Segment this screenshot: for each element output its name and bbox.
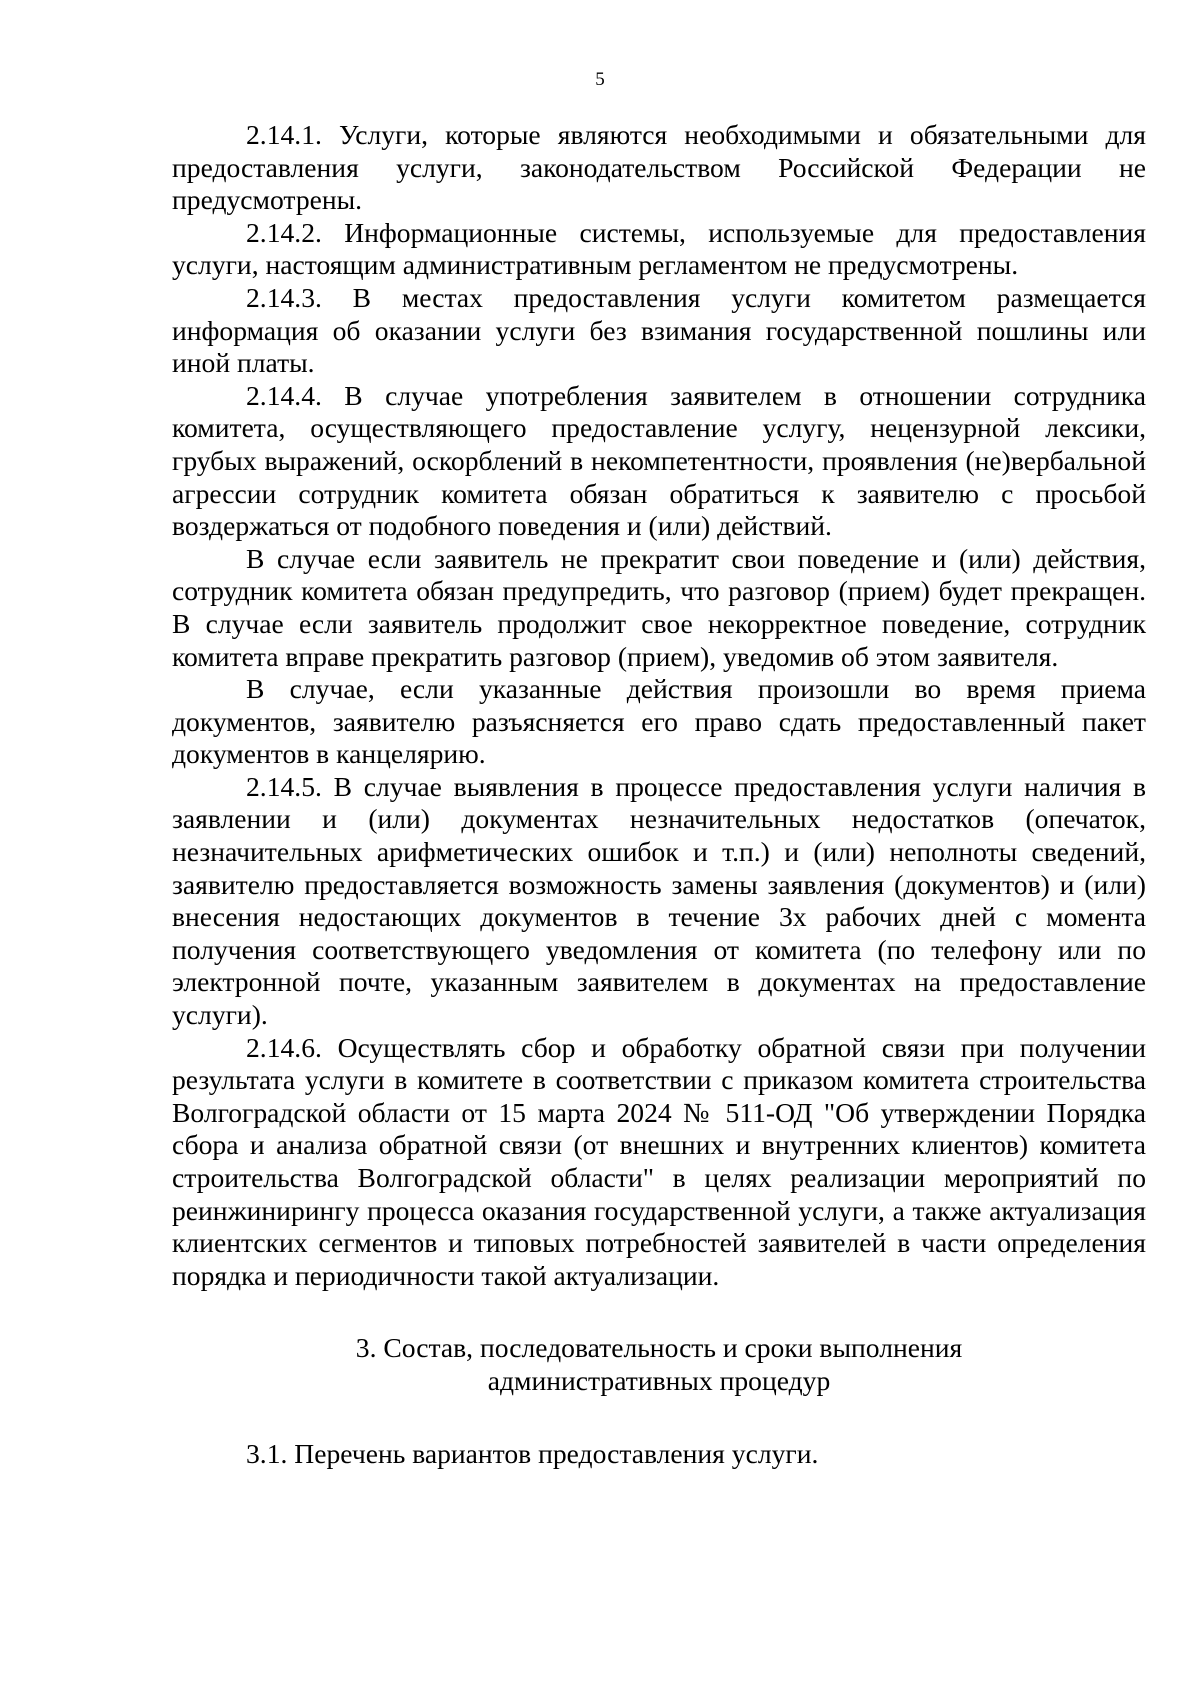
paragraph-2-14-2: 2.14.2. Информационные системы, используемые для предоставления услуги, настоящим административным регламентом не предусмотрены. bbox=[172, 216, 1146, 281]
paragraph-2-14-5: 2.14.5. В случае выявления в процессе предоставления услуги наличия в заявлении и (или) документах незначительных недостатков (опечаток, незначительных арифметических ошибок и т.п.) и (или) неполноты сведений, заявителю предоставляется возможность замены заявления (документов) и (или) внесения недостающих документов в течение 3х рабочих дней с момента получения соответствующего уведомления от комитета (по телефону или по электронной почте, указанным заявителем в документах на предоставление услуги). bbox=[172, 770, 1146, 1031]
paragraph-2-14-6: 2.14.6. Осуществлять сбор и обработку обратной связи при получении результата услуги в комитете в соответствии с приказом комитета строительства Волгоградской области от 15 марта 2024 № 511-ОД "Об утверждении Порядка сбора и анализа обратной связи (от внешних и внутренних клиентов) комитета строительства Волгоградской области" в целях реализации мероприятий по реинжинирингу процесса оказания государственной услуги, а также актуализация клиентских сегментов и типовых потребностей заявителей в части определения порядка и периодичности такой актуализации. bbox=[172, 1031, 1146, 1291]
paragraph-2-14-1: 2.14.1. Услуги, которые являются необходимыми и обязательными для предоставления услуги, законодательством Российской Федерации не предусмотрены. bbox=[172, 119, 1146, 216]
paragraph-2-14-4-reception: В случае, если указанные действия произошли во время приема документов, заявителю разъясняется его право сдать предоставленный пакет документов в канцелярию. bbox=[172, 673, 1146, 770]
section-heading-line-1: 3. Состав, последовательность и сроки выполнения bbox=[355, 1332, 963, 1364]
paragraph-2-14-3: 2.14.3. В местах предоставления услуги комитетом размещается информация об оказании услуги без взимания государственной пошлины или иной платы. bbox=[172, 281, 1146, 379]
subsection-3-1: 3.1. Перечень вариантов предоставления услуги. bbox=[246, 1437, 819, 1469]
document-body bbox=[172, 119, 1146, 1470]
paragraph-2-14-4-continued: В случае если заявитель не прекратит свои поведение и (или) действия, сотрудник комитета обязан предупредить, что разговор (прием) будет прекращен. В случае если заявитель продолжит свое некорректное поведение, сотрудник комитета вправе прекратить разговор (прием), уведомив об этом заявителя. bbox=[172, 542, 1146, 672]
section-heading-line-2: административных процедур bbox=[487, 1364, 831, 1396]
paragraph-2-14-4: 2.14.4. В случае употребления заявителем в отношении сотрудника комитета, осуществляющего предоставление услугу, нецензурной лексики, грубых выражений, оскорблений в некомпетентности, проявления (не)вербальной агрессии сотрудник комитета обязан обратиться к заявителю с просьбой воздержаться от подобного поведения и (или) действий. bbox=[172, 379, 1146, 542]
section-heading bbox=[172, 1332, 1146, 1397]
page-number: 5 bbox=[595, 69, 605, 90]
